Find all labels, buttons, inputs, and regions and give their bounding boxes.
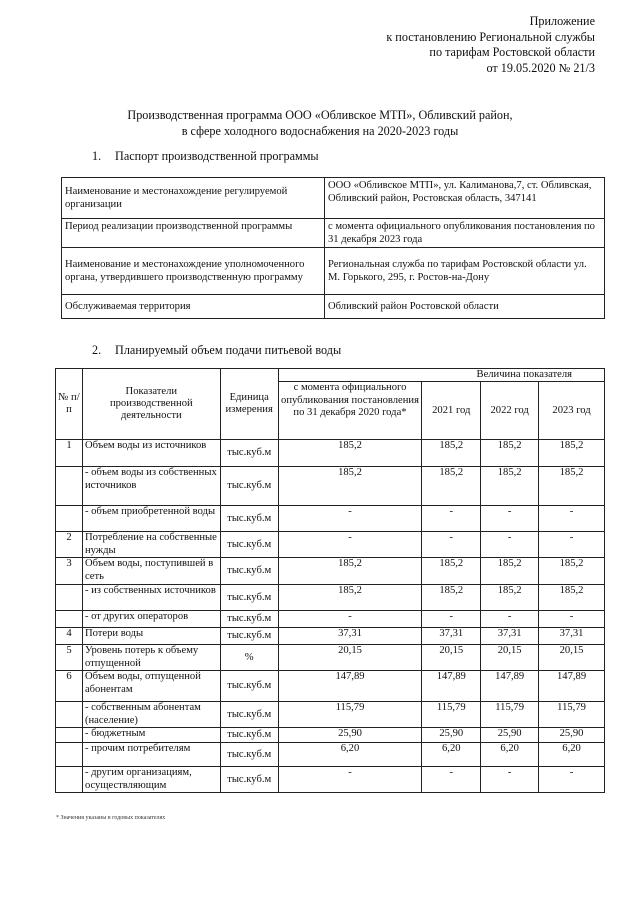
row-number: 5 (56, 645, 83, 671)
row-indicator: Объем воды из источников (82, 440, 220, 467)
row-value-2021: - (422, 506, 481, 532)
passport-value: Обливский район Ростовской области (325, 295, 605, 319)
row-value-2021: 6,20 (422, 743, 481, 767)
row-value-2022: 25,90 (481, 728, 539, 743)
passport-key: Обслуживаемая территория (62, 295, 325, 319)
section-number: 1. (92, 149, 102, 163)
row-value-2022: 185,2 (481, 585, 539, 611)
appendix-line: от 19.05.2020 № 21/3 (486, 60, 595, 75)
table-row (56, 645, 605, 671)
table-row (56, 628, 605, 645)
row-unit: тыс.куб.м (220, 611, 278, 628)
row-value-period: 115,79 (278, 702, 422, 728)
row-value-period: - (278, 767, 422, 793)
row-unit: тыс.куб.м (220, 671, 278, 702)
row-indicator: - прочим потребителям (82, 743, 220, 767)
table-row (56, 702, 605, 728)
table-row (56, 467, 605, 506)
row-value-2023: 25,90 (539, 728, 605, 743)
table-row (56, 671, 605, 702)
row-value-2021: 185,2 (422, 440, 481, 467)
row-indicator: Потребление на собственные нужды (82, 532, 220, 558)
header-col-period: с момента официального опубликования постановления по 31 декабря 2020 года* (278, 382, 422, 440)
row-value-2022: 185,2 (481, 558, 539, 585)
row-value-2021: 20,15 (422, 645, 481, 671)
row-value-2023: - (539, 506, 605, 532)
row-value-period: 147,89 (278, 671, 422, 702)
passport-value: ООО «Обливское МТП», ул. Калиманова,7, ст. Обливская, Обливский район, Ростовская область, 347141 (325, 178, 605, 219)
row-value-2023: 185,2 (539, 467, 605, 506)
row-value-2021: 25,90 (422, 728, 481, 743)
row-unit: тыс.куб.м (220, 506, 278, 532)
row-unit: тыс.куб.м (220, 585, 278, 611)
row-number (56, 767, 83, 793)
row-value-2021: - (422, 767, 481, 793)
row-value-2023: 185,2 (539, 585, 605, 611)
footnote: * Значения указаны в годовых показателях (56, 815, 166, 821)
row-indicator: Потери воды (82, 628, 220, 645)
row-unit: тыс.куб.м (220, 532, 278, 558)
table-row (56, 506, 605, 532)
row-number: 3 (56, 558, 83, 585)
table-row (62, 219, 605, 248)
row-value-2023: 185,2 (539, 440, 605, 467)
row-value-period: 37,31 (278, 628, 422, 645)
row-unit: тыс.куб.м (220, 702, 278, 728)
row-unit: тыс.куб.м (220, 743, 278, 767)
row-indicator: - объем приобретенной воды (82, 506, 220, 532)
row-value-period: 185,2 (278, 558, 422, 585)
row-value-2021: 185,2 (422, 467, 481, 506)
appendix-header (386, 14, 595, 76)
passport-key: Наименование и местонахождение регулируемой организации (62, 178, 325, 219)
table-row (56, 611, 605, 628)
row-value-2023: 147,89 (539, 671, 605, 702)
row-value-2022: 147,89 (481, 671, 539, 702)
title-line: в сфере холодного водоснабжения на 2020-2023 годы (181, 123, 459, 138)
appendix-line: по тарифам Ростовской области (429, 45, 595, 59)
header-col-2021: 2021 год (422, 382, 481, 440)
row-value-2021: 37,31 (422, 628, 481, 645)
document-title (0, 108, 640, 139)
row-value-2023: 185,2 (539, 558, 605, 585)
table-row (56, 558, 605, 585)
row-unit: тыс.куб.м (220, 467, 278, 506)
row-value-period: 6,20 (278, 743, 422, 767)
row-value-2022: - (481, 611, 539, 628)
row-unit: тыс.куб.м (220, 628, 278, 645)
passport-table (61, 177, 605, 319)
row-unit: тыс.куб.м (220, 440, 278, 467)
row-value-period: 25,90 (278, 728, 422, 743)
row-value-2023: - (539, 532, 605, 558)
section-number: 2. (92, 343, 102, 357)
section-label: Планируемый объем подачи питьевой воды (115, 343, 342, 357)
row-number (56, 728, 83, 743)
row-indicator: - собственным абонентам (население) (82, 702, 220, 728)
table-row (56, 728, 605, 743)
table-row (56, 767, 605, 793)
section-heading-passport (92, 149, 319, 164)
row-value-2023: 20,15 (539, 645, 605, 671)
row-value-2022: 115,79 (481, 702, 539, 728)
header-col-2022: 2022 год (481, 382, 539, 440)
row-indicator: Объем воды, отпущенной абонентам (82, 671, 220, 702)
table-row (62, 295, 605, 319)
row-unit: тыс.куб.м (220, 558, 278, 585)
row-indicator: - объем воды из собственных источников (82, 467, 220, 506)
row-value-2021: 147,89 (422, 671, 481, 702)
row-value-2021: 185,2 (422, 585, 481, 611)
header-unit: Единица измерения (220, 369, 278, 440)
section-label: Паспорт производственной программы (115, 149, 319, 163)
row-unit: тыс.куб.м (220, 728, 278, 743)
row-value-2021: - (422, 532, 481, 558)
row-indicator: - другим организациям, осуществляющим (82, 767, 220, 793)
row-value-period: 185,2 (278, 467, 422, 506)
row-value-period: - (278, 506, 422, 532)
appendix-line: Приложение (529, 14, 595, 28)
header-col-2023: 2023 год (539, 382, 605, 440)
row-value-period: 185,2 (278, 440, 422, 467)
volume-table (55, 368, 605, 793)
row-value-period: 185,2 (278, 585, 422, 611)
volume-table-body (56, 440, 605, 793)
header-num: № п/п (56, 369, 83, 440)
row-value-2022: - (481, 506, 539, 532)
row-value-2022: 6,20 (481, 743, 539, 767)
table-row (56, 743, 605, 767)
row-value-2021: 185,2 (422, 558, 481, 585)
row-value-2023: 115,79 (539, 702, 605, 728)
passport-key: Период реализации производственной программы (62, 219, 325, 248)
row-indicator: Уровень потерь к объему отпущенной (82, 645, 220, 671)
table-row (56, 532, 605, 558)
row-value-2023: - (539, 767, 605, 793)
row-number (56, 506, 83, 532)
row-value-period: 20,15 (278, 645, 422, 671)
passport-value: с момента официального опубликования постановления по 31 декабря 2023 года (325, 219, 605, 248)
passport-key: Наименование и местонахождение уполномоченного органа, утвердившего производственную программу (62, 248, 325, 295)
row-unit: % (220, 645, 278, 671)
row-value-2022: - (481, 532, 539, 558)
row-value-2023: 6,20 (539, 743, 605, 767)
row-number: 2 (56, 532, 83, 558)
row-value-2021: - (422, 611, 481, 628)
row-number (56, 743, 83, 767)
row-value-2022: 185,2 (481, 467, 539, 506)
row-number: 4 (56, 628, 83, 645)
row-indicator: Объем воды, поступившей в сеть (82, 558, 220, 585)
header-value-group: Величина показателя (278, 369, 604, 382)
row-value-2022: 20,15 (481, 645, 539, 671)
row-number (56, 611, 83, 628)
row-number: 6 (56, 671, 83, 702)
row-value-2022: 185,2 (481, 440, 539, 467)
row-number (56, 467, 83, 506)
header-indicator: Показатели производственной деятельности (82, 369, 220, 440)
row-number: 1 (56, 440, 83, 467)
row-unit: тыс.куб.м (220, 767, 278, 793)
table-row (56, 585, 605, 611)
passport-value: Региональная служба по тарифам Ростовской области ул. М. Горького, 295, г. Ростов-на-Дону (325, 248, 605, 295)
row-indicator: - из собственных источников (82, 585, 220, 611)
row-indicator: - бюджетным (82, 728, 220, 743)
section-heading-volume (92, 343, 341, 358)
row-number (56, 702, 83, 728)
row-value-2021: 115,79 (422, 702, 481, 728)
row-number (56, 585, 83, 611)
row-value-2023: - (539, 611, 605, 628)
table-row (62, 248, 605, 295)
row-value-period: - (278, 532, 422, 558)
row-value-2023: 37,31 (539, 628, 605, 645)
table-row (56, 440, 605, 467)
row-indicator: - от других операторов (82, 611, 220, 628)
title-line: Производственная программа ООО «Обливское МТП», Обливский район, (127, 108, 513, 122)
appendix-line: к постановлению Региональной службы (386, 29, 595, 44)
table-header-row (56, 369, 605, 382)
row-value-2022: - (481, 767, 539, 793)
row-value-period: - (278, 611, 422, 628)
row-value-2022: 37,31 (481, 628, 539, 645)
table-row (62, 178, 605, 219)
